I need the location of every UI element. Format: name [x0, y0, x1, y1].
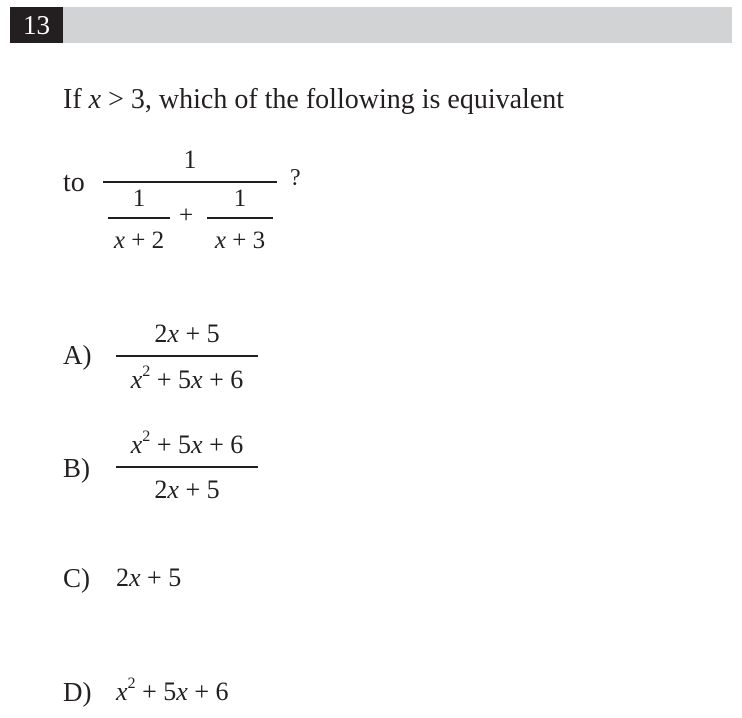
main-fraction-bar [103, 181, 277, 183]
choice-b-fraction-bar [116, 466, 258, 468]
choice-d-expression: $x^2 + 5x + 6$ [116, 674, 229, 706]
small-numerator-2: 1 [233, 185, 247, 212]
small-numerator-1: 1 [132, 185, 146, 212]
choice-b-letter[interactable]: B) [63, 453, 90, 483]
main-numerator: 1 [183, 145, 197, 174]
question-header-bar [10, 7, 732, 43]
small-fraction-bar-1 [108, 217, 170, 219]
question-number: 13 [10, 7, 63, 43]
choice-a-letter[interactable]: A) [63, 340, 92, 370]
small-denominator-1: x + 2 [113, 227, 165, 254]
plus-sign: + [179, 202, 194, 229]
choice-c-letter[interactable]: C) [63, 563, 90, 593]
question-stem: If x > 3, which of the following is equivalent [63, 84, 565, 115]
choice-a-fraction-bar [116, 355, 258, 357]
to-label: to [63, 167, 85, 198]
small-denominator-2: x + 3 [214, 227, 266, 254]
choice-b-numerator: $x^2 + 5x + 6$ [130, 427, 244, 459]
choice-d-letter[interactable]: D) [63, 677, 92, 707]
choice-a-numerator: 2x + 5 [154, 319, 220, 348]
choice-c-expression: 2x + 5 [116, 563, 182, 592]
choice-b-denominator: 2x + 5 [154, 475, 220, 504]
choice-a-denominator: $x^2 + 5x + 6$ [130, 362, 244, 394]
small-fraction-bar-2 [207, 217, 273, 219]
question-mark: ? [290, 165, 301, 191]
